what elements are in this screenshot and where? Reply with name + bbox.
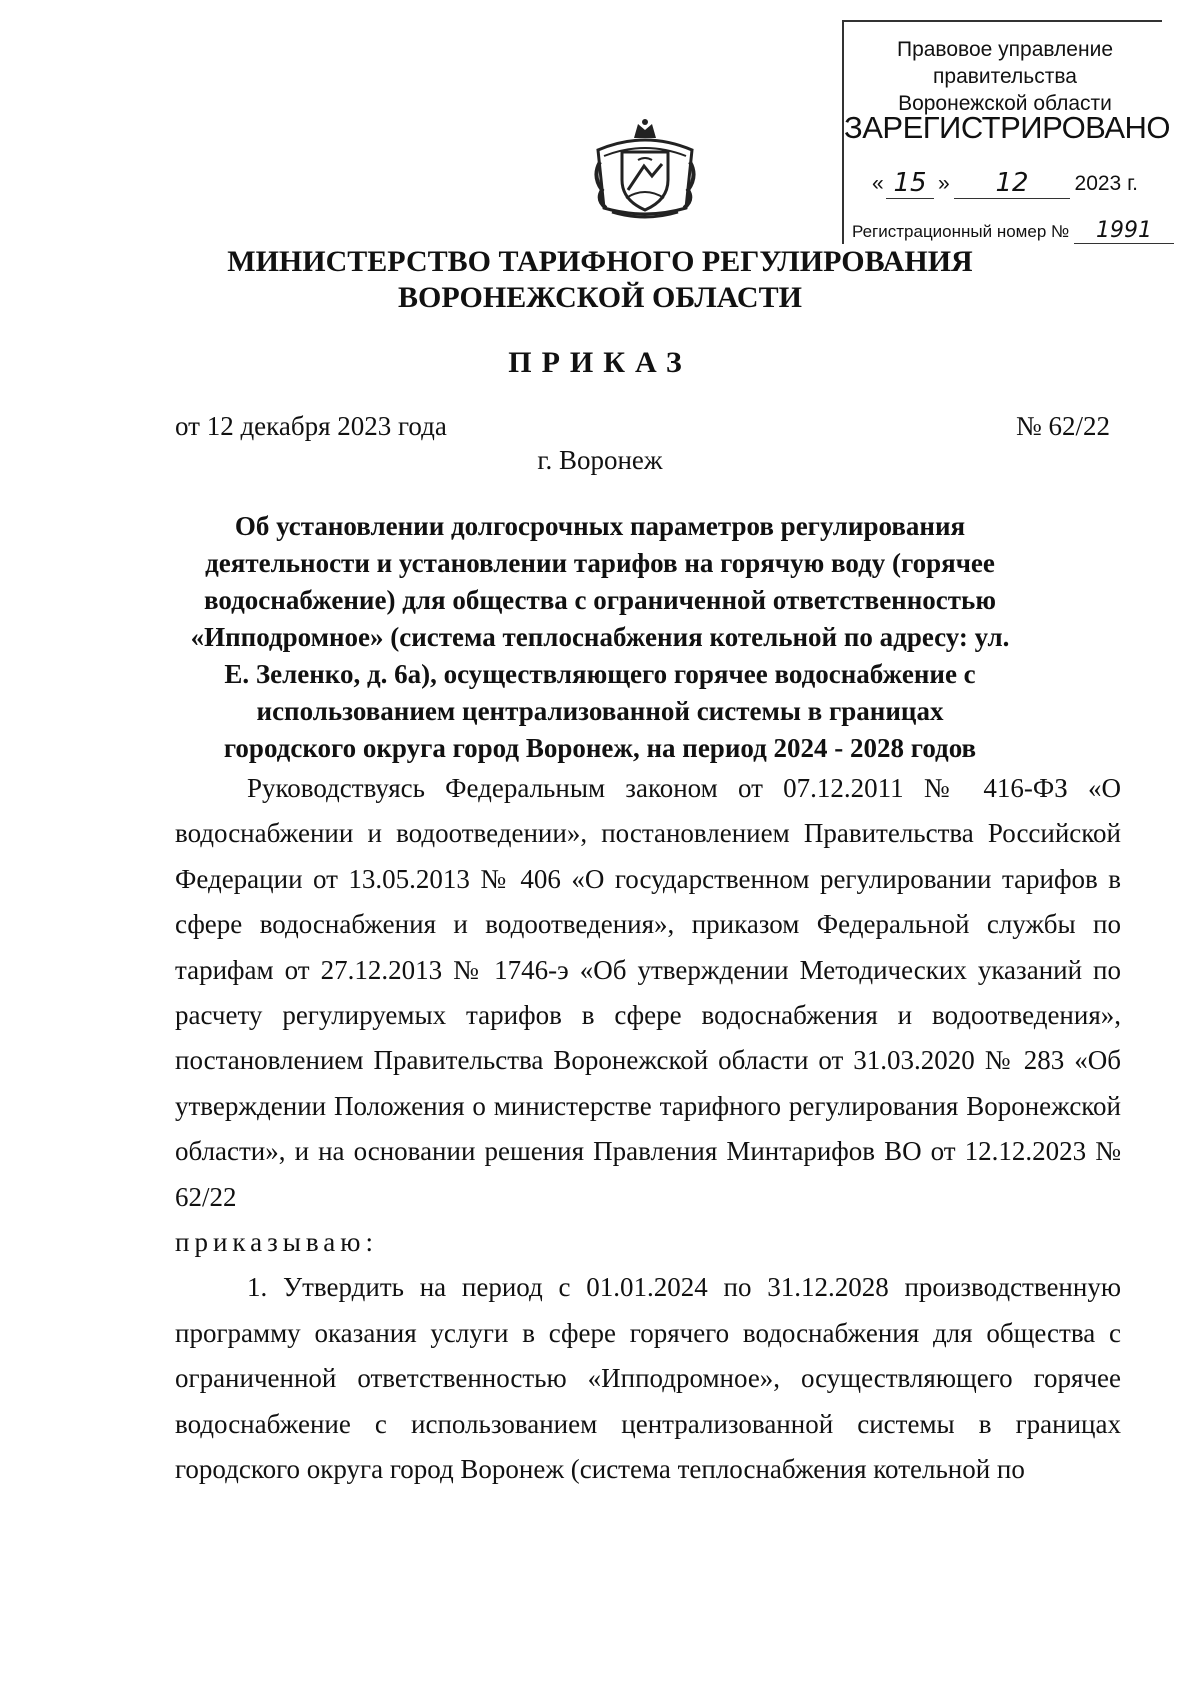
stamp-org-line1: Правовое управление правительства xyxy=(896,38,1113,88)
stamp-regnum-label: Регистрационный номер № xyxy=(852,222,1070,241)
stamp-quote-open: « xyxy=(872,172,884,195)
stamp-quote-close: » xyxy=(938,172,950,195)
stamp-organization xyxy=(856,36,1154,117)
order-body xyxy=(175,766,1121,1493)
order-word: приказываю: xyxy=(175,1227,378,1258)
stamp-registered-label: ЗАРЕГИСТРИРОВАНО xyxy=(844,110,1171,145)
coat-of-arms-icon xyxy=(590,116,700,222)
item-1-paragraph: 1. Утвердить на период с 01.01.2024 по 31.12.2028 производственную программу оказания услуги в сфере горячего водоснабжения для общества с ограниченной ответственностью «Ипподромное», осуществляющего горячее водоснабжение с использованием централизованной системы в границах городского округа город Воронеж (система теплоснабжения котельной по xyxy=(175,1272,1121,1485)
registration-stamp xyxy=(842,20,1171,244)
stamp-date xyxy=(872,168,1138,202)
document-type-title: ПРИКАЗ xyxy=(508,346,692,379)
order-city: г. Воронеж xyxy=(537,445,663,475)
order-number: № 62/22 xyxy=(1015,411,1110,441)
stamp-org-line2: Воронежской области xyxy=(898,92,1112,115)
stamp-month: 12 xyxy=(954,168,1070,199)
ministry-line2: ВОРОНЕЖСКОЙ ОБЛАСТИ xyxy=(398,281,802,314)
stamp-regnum xyxy=(852,218,1162,244)
stamp-regnum-value: 1991 xyxy=(1074,218,1174,244)
ministry-line1: МИНИСТЕРСТВО ТАРИФНОГО РЕГУЛИРОВАНИЯ xyxy=(227,245,973,278)
stamp-year: 2023 г. xyxy=(1074,172,1138,195)
preamble-paragraph: Руководствуясь Федеральным законом от 07.12.2011 № 416-ФЗ «О водоснабжении и водоотведении», постановлением Правительства Российской Федерации от 13.05.2013 № 406 «О государственном регулировании тарифов в сфере водоснабжения и водоотведения», приказом Федеральной службы по тарифам от 27.12.2013 № 1746-э «Об утверждении Методических указаний по расчету регулируемых тарифов в сфере водоснабжения и водоотведения», постановлением Правительства Воронежской области от 31.03.2020 № 283 «Об утверждении Положения о министерстве тарифного регулирования Воронежской области», и на основании решения Правления Минтарифов ВО от 12.12.2023 № 62/22 xyxy=(175,773,1121,1212)
order-subject: Об установлении долгосрочных параметров регулирования деятельности и установлении тарифов на горячую воду (горячее водоснабжение) для общества с ограниченной ответственностью «Ипподромное» (система теплоснабжения котельной по адресу: ул. Е. Зеленко, д. 6а), осуществляющего горячее водоснабжение с использованием централизованной системы в границах городского округа город Воронеж, на период 2024 - 2028 годов xyxy=(190,511,1010,763)
ministry-name xyxy=(0,244,1200,316)
stamp-day: 15 xyxy=(886,168,934,199)
order-date: от 12 декабря 2023 года xyxy=(175,411,447,441)
